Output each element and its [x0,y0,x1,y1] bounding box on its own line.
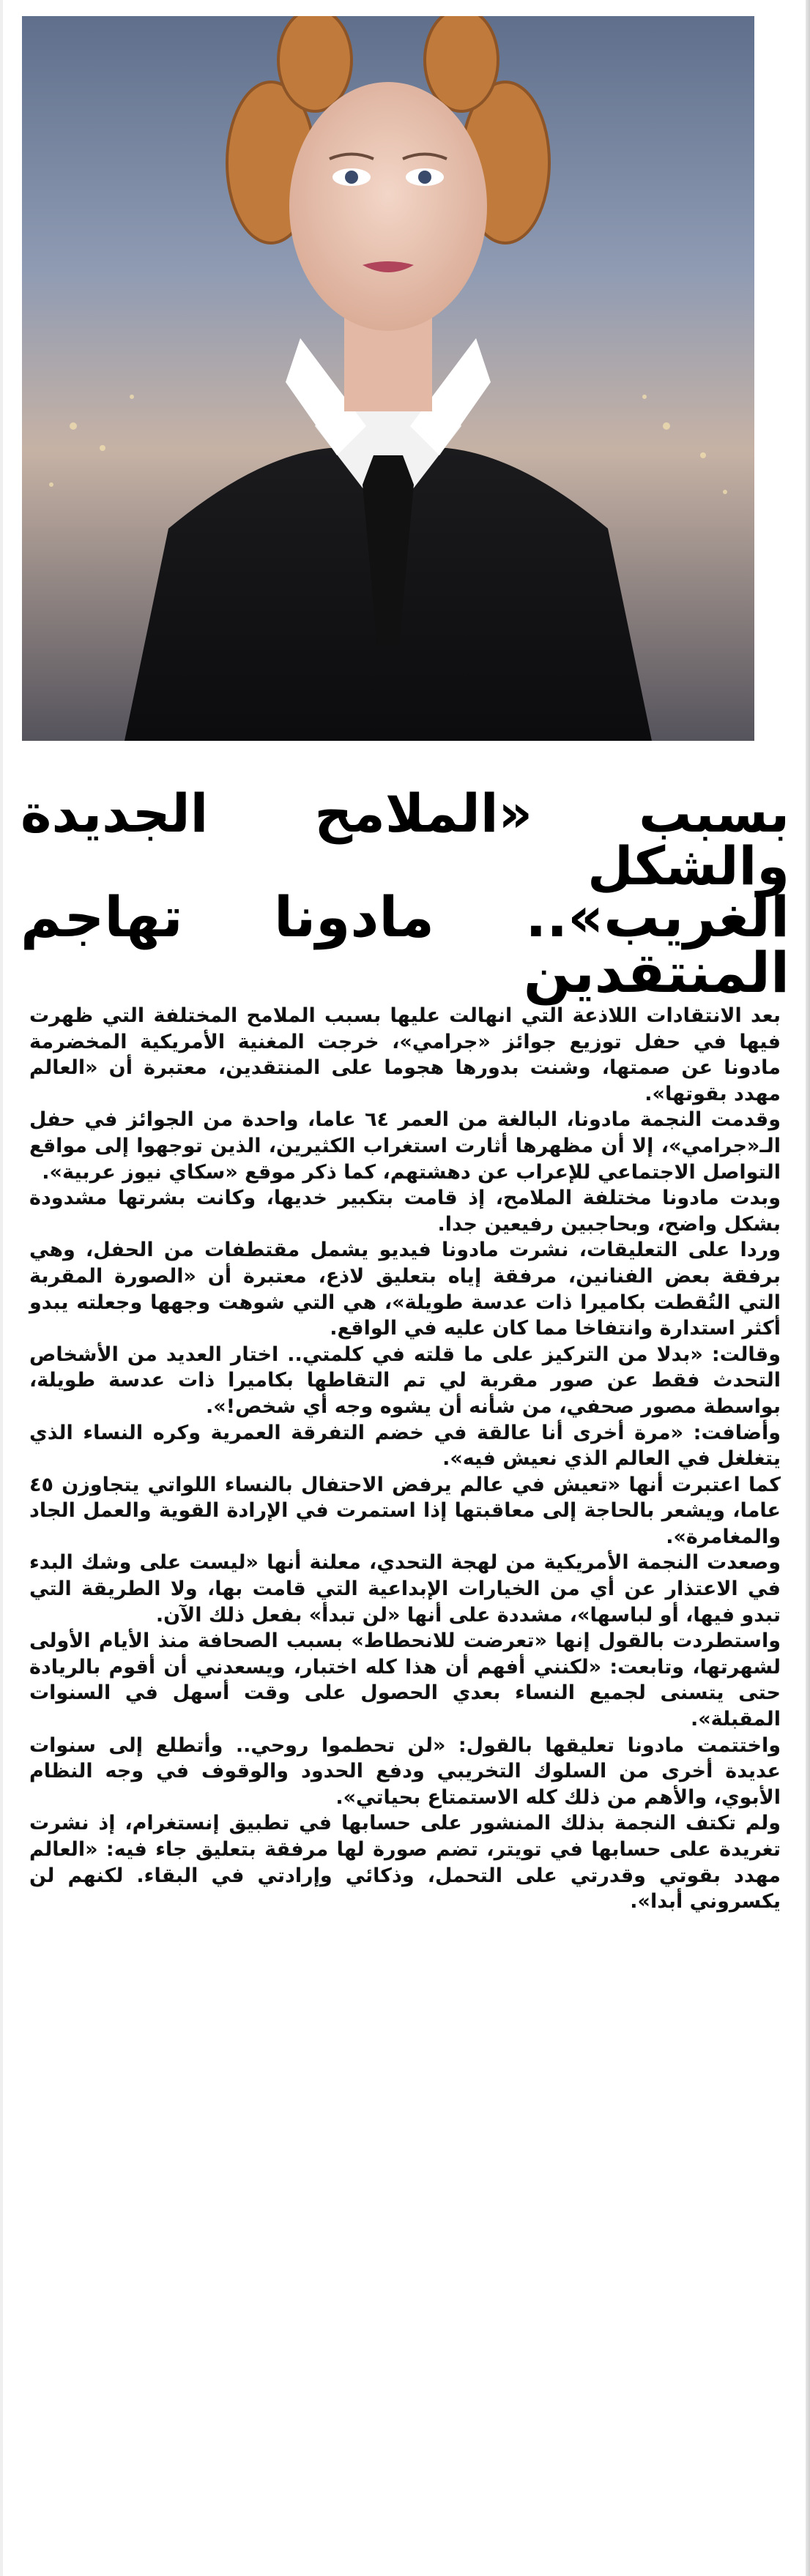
paragraph: واختتمت مادونا تعليقها بالقول: «لن تحطموا روحي.. وأتطلع إلى سنوات عديدة أخرى من السلوك التخريبي ودفع الحدود والوقوف في وجه النظام الأبوي، والأهم من ذلك كله الاستمتاع بحياتي». [29,1733,781,1809]
headline-line-2: الغريب».. مادونا تهاجم المنتقدين [21,884,789,1005]
portrait-photo-icon [22,16,754,741]
paragraph: وأضافت: «مرة أخرى أنا عالقة في خضم التفرقة العمرية وكره النساء الذي يتغلغل في العالم الذي نعيش فيه». [29,1421,781,1471]
page-edge-right [806,0,810,2576]
paragraph: وقدمت النجمة مادونا، البالغة من العمر ٦٤ عاما، واحدة من الجوائز في حفل الـ«جرامي»، إلا أن مظهرها أثارت استغراب الكثيرين، الذين توجهوا إلى مواقع التواصل الاجتماعي للإعراب عن دهشتهم، كما ذكر موقع «سكاي نيوز عربية». [29,1108,781,1184]
article-body [29,1003,781,1915]
page-edge-left [0,0,3,2576]
headline-line-1: بسبب «الملامح الجديدة والشكل [21,783,789,897]
paragraph: وردا على التعليقات، نشرت مادونا فيديو يشمل مقتطفات من الحفل، وهي برفقة بعض الفنانين، مرفقة إياه بتعليق لاذع، معتبرة أن «الصورة المقربة التي التُقطت بكاميرا ذات عدسة طويلة»، هي التي شوهت وجهها وجعلته يبدو أكثر استدارة وانتفاخا مما كان عليه في الواقع. [29,1239,781,1340]
paragraph: بعد الانتقادات اللاذعة التي انهالت عليها بسبب الملامح المختلفة التي ظهرت فيها في حفل توزيع جوائز «جرامي»، خرجت المغنية الأمريكية المخضرمة مادونا عن صمتها، وشنت بدورها هجوما على المنتقدين، معتبرة أن «العالم مهدد بقوتها». [29,1004,781,1105]
paragraph: وبدت مادونا مختلفة الملامح، إذ قامت بتكبير خديها، وكانت بشرتها مشدودة بشكل واضح، وبحاجبين رفيعين جدا. [29,1187,781,1236]
paragraph: وقالت: «بدلا من التركيز على ما قلته في كلمتي.. اختار العديد من الأشخاص التحدث فقط عن صور مقربة لي تم التقاطها بكاميرا ذات عدسة طويلة، بواسطة مصور صحفي، من شأنه أن يشوه وجه أي شخص!». [29,1343,781,1418]
article-photo [22,16,754,741]
paragraph: ولم تكتف النجمة بذلك المنشور على حسابها في تطبيق إنستغرام، إذ نشرت تغريدة على حسابها في تويتر، تضم صورة لها مرفقة بتعليق جاء فيه: «العالم مهدد بقوتي وقدرتي على التحمل، وذكائي وإرادتي في البقاء. لكنهم لن يكسروني أبدا». [29,1812,781,1914]
paragraph: كما اعتبرت أنها «تعيش في عالم يرفض الاحتفال بالنساء اللواتي يتجاوزن ٤٥ عاما، ويشعر بالحاجة إلى معاقبتها إذا استمرت في الإرادة القوية والعمل الجاد والمغامرة». [29,1473,781,1548]
paragraph: وصعدت النجمة الأمريكية من لهجة التحدي، معلنة أنها «ليست على وشك البدء في الاعتذار عن أي من الخيارات الإبداعية التي قامت بها، ولا الطريقة التي تبدو فيها، أو لباسها»، مشددة على أنها «لن تبدأ» بفعل ذلك الآن. [29,1551,781,1627]
paragraph: واستطردت بالقول إنها «تعرضت للانحطاط» بسبب الصحافة منذ الأيام الأولى لشهرتها، وتابعت: «لكنني أفهم أن هذا كله اختبار، ويسعدني أن أقوم بالريادة حتى يتسنى لجميع النساء بعدي الحصول على وقت أسهل في السنوات المقبلة». [29,1629,781,1731]
